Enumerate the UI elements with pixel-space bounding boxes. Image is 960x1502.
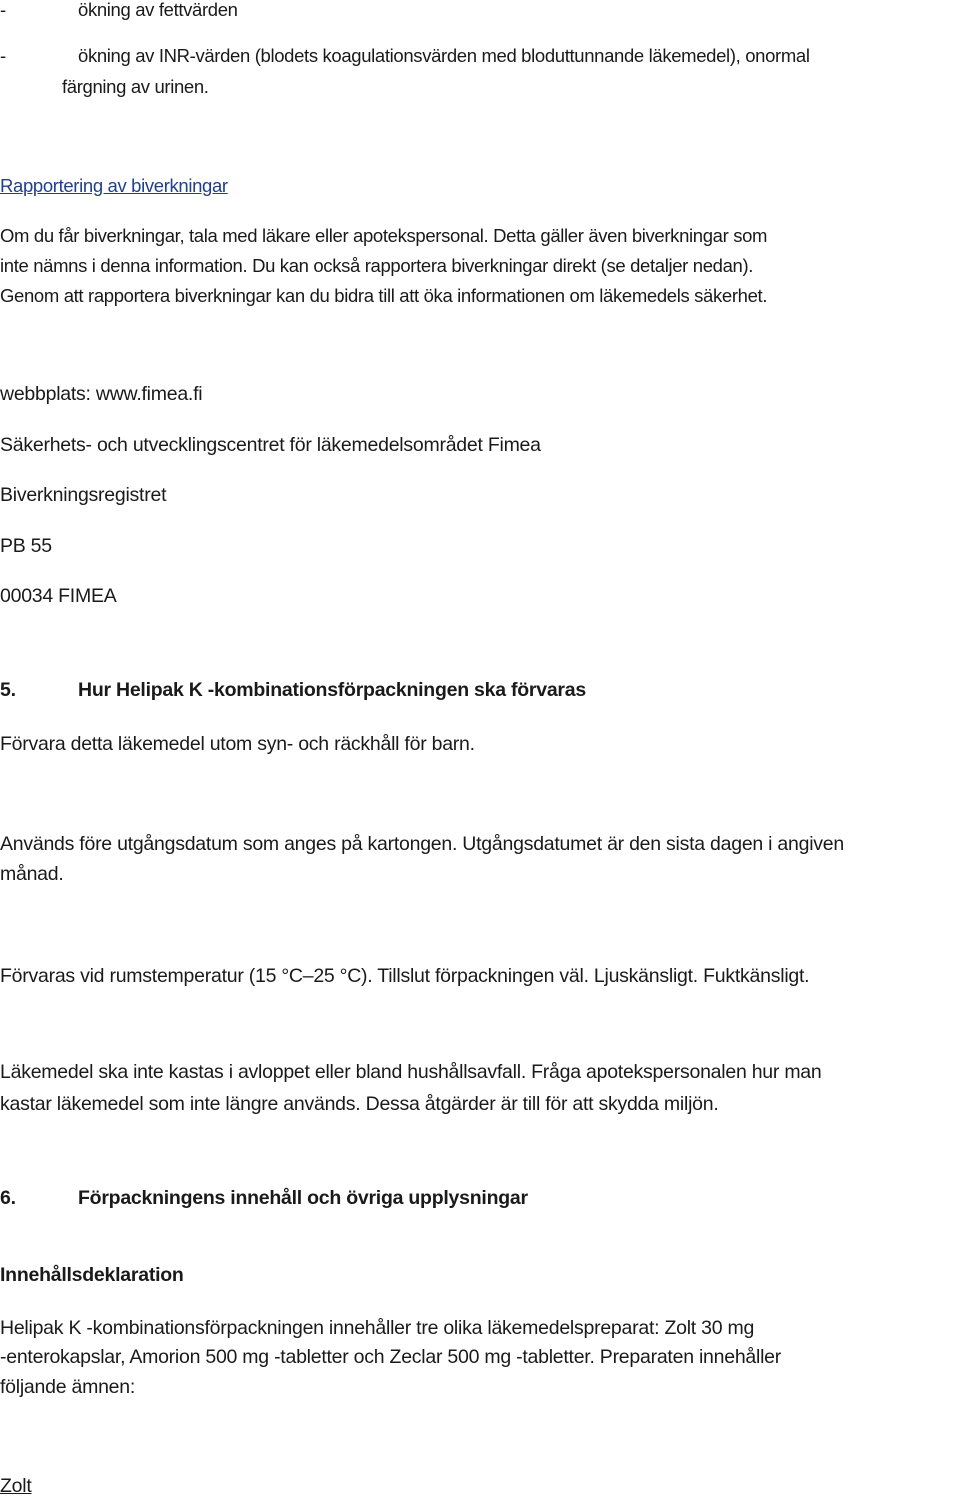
list-item-text: ökning av INR-värden (blodets koagulationsvärden med bloduttunnande läkemedel), onormal	[78, 45, 810, 66]
contents-text: följande ämnen:	[0, 1376, 136, 1398]
contents-text: -enterokapslar, Amorion 500 mg -tabletter och Zeclar 500 mg -tabletter. Preparaten innehåller	[0, 1346, 782, 1368]
section-title: Hur Helipak K -kombinationsförpackningen ska förvaras	[78, 679, 586, 701]
reporting-text-line: inte nämns i denna information. Du kan också rapportera biverkningar direkt (se detaljer nedan).	[0, 255, 754, 276]
storage-text: Förvaras vid rumstemperatur (15 °C–25 °C). Tillslut förpackningen väl. Ljuskänsligt. Fuktkänsligt.	[0, 965, 810, 987]
postal-address: 00034 FIMEA	[0, 585, 117, 607]
list-item	[0, 0, 238, 22]
reporting-text-line: Om du får biverkningar, tala med läkare eller apotekspersonal. Detta gäller även biverkningar som	[0, 225, 768, 246]
contents-text: Helipak K -kombinationsförpackningen innehåller tre olika läkemedelspreparat: Zolt 30 mg	[0, 1317, 755, 1339]
list-item-text: ökning av fettvärden	[78, 0, 238, 20]
list-dash: -	[0, 45, 6, 66]
registry-name: Biverkningsregistret	[0, 484, 167, 506]
agency-name: Säkerhets- och utvecklingscentret för läkemedelsområdet Fimea	[0, 434, 541, 456]
storage-text: månad.	[0, 863, 64, 885]
list-item-continuation: färgning av urinen.	[62, 76, 209, 97]
po-box: PB 55	[0, 535, 52, 557]
list-item	[0, 44, 810, 68]
storage-text: Används före utgångsdatum som anges på kartongen. Utgångsdatumet är den sista dagen i angiven	[0, 833, 844, 855]
reporting-heading: Rapportering av biverkningar	[0, 175, 228, 196]
disposal-text: kastar läkemedel som inte längre används. Dessa åtgärder är till för att skydda miljön.	[0, 1093, 719, 1115]
section-title: Förpackningens innehåll och övriga upplysningar	[78, 1187, 528, 1209]
contents-subheading: Innehållsdeklaration	[0, 1264, 184, 1286]
section-number: 5.	[0, 679, 16, 701]
section-number: 6.	[0, 1187, 16, 1209]
zolt-heading: Zolt	[0, 1475, 32, 1497]
reporting-text-line: Genom att rapportera biverkningar kan du bidra till att öka informationen om läkemedels säkerhet.	[0, 285, 768, 306]
section-5-heading	[0, 678, 586, 702]
list-dash: -	[0, 0, 6, 20]
storage-text: Förvara detta läkemedel utom syn- och räckhåll för barn.	[0, 733, 475, 755]
website-address: webbplats: www.fimea.fi	[0, 383, 203, 405]
disposal-text: Läkemedel ska inte kastas i avloppet eller bland hushållsavfall. Fråga apotekspersonalen hur man	[0, 1061, 822, 1083]
section-6-heading	[0, 1186, 528, 1210]
